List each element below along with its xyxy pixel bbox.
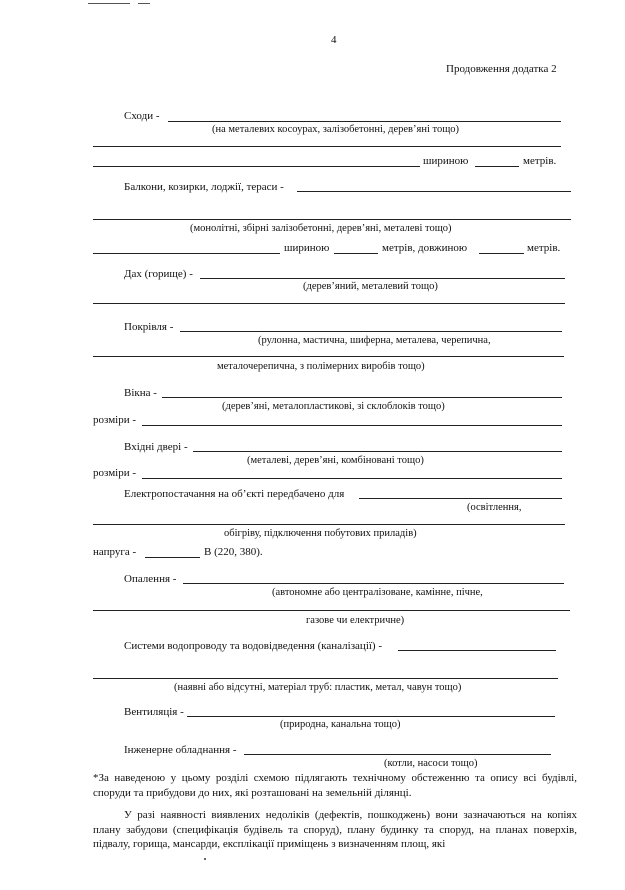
- water-field[interactable]: [398, 650, 556, 651]
- voltage-label: напруга -: [93, 546, 137, 558]
- balconies-field-3[interactable]: [93, 253, 280, 254]
- heating-label: Опалення -: [124, 573, 177, 585]
- doors-field[interactable]: [193, 451, 562, 452]
- stairs-hint: (на металевих косоурах, залізобетонні, дерев’яні тощо): [212, 124, 460, 135]
- roofing-label: Покрівля -: [124, 321, 174, 333]
- engineering-hint: (котли, насоси тощо): [384, 758, 478, 769]
- doors-size-label: розміри -: [93, 467, 137, 479]
- scan-mark: [138, 3, 150, 4]
- roof-label: Дах (горище) -: [124, 268, 193, 280]
- ventilation-hint: (природна, канальна тощо): [280, 719, 401, 730]
- stairs-width-label: шириною: [423, 155, 469, 167]
- page-header: Продовження додатка 2: [446, 63, 557, 75]
- windows-size-field[interactable]: [142, 425, 562, 426]
- electricity-hint-1: (освітлення,: [467, 502, 522, 513]
- balconies-width-unit: метрів, довжиною: [382, 242, 468, 254]
- windows-label: Вікна -: [124, 387, 157, 399]
- balconies-hint: (монолітні, збірні залізобетонні, дерев’яні, металеві тощо): [190, 223, 452, 234]
- engineering-field[interactable]: [244, 754, 551, 755]
- roof-field[interactable]: [200, 278, 565, 279]
- page-number: 4: [331, 34, 337, 46]
- doors-size-field[interactable]: [142, 478, 562, 479]
- voltage-field[interactable]: [145, 557, 200, 558]
- electricity-field[interactable]: [359, 498, 562, 499]
- roofing-field[interactable]: [180, 331, 562, 332]
- voltage-unit: В (220, 380).: [204, 546, 263, 558]
- water-hint: (наявні або відсутні, матеріал труб: пластик, метал, чавун тощо): [174, 682, 462, 693]
- balconies-label: Балкони, козирки, лоджії, тераси -: [124, 181, 284, 193]
- stairs-field[interactable]: [168, 121, 561, 122]
- balconies-length-field[interactable]: [479, 253, 524, 254]
- heating-field[interactable]: [183, 583, 564, 584]
- roofing-hint-1: (рулонна, мастична, шиферна, металева, черепична,: [258, 335, 491, 346]
- windows-field[interactable]: [162, 397, 562, 398]
- roofing-hint-2: металочерепична, з полімерних виробів тощо): [217, 361, 425, 372]
- ventilation-field[interactable]: [187, 716, 555, 717]
- stairs-field-3[interactable]: [93, 166, 420, 167]
- roofing-field-2[interactable]: [93, 356, 564, 357]
- windows-hint: (дерев’яні, металопластикові, зі склоблоків тощо): [222, 401, 445, 412]
- water-field-2[interactable]: [93, 678, 558, 679]
- engineering-label: Інженерне обладнання -: [124, 744, 237, 756]
- electricity-hint-2: обігріву, підключення побутових приладів): [224, 528, 417, 539]
- roof-field-2[interactable]: [93, 303, 565, 304]
- roof-hint: (дерев’яний, металевий тощо): [303, 281, 438, 292]
- balconies-field[interactable]: [297, 191, 571, 192]
- stairs-width-unit: метрів.: [523, 155, 557, 167]
- doors-hint: (металеві, дерев’яні, комбіновані тощо): [247, 455, 424, 466]
- water-label: Системи водопроводу та водовідведення (каналізації) -: [124, 640, 383, 652]
- electricity-field-2[interactable]: [93, 524, 565, 525]
- heating-field-2[interactable]: [93, 610, 570, 611]
- scan-mark: [88, 3, 130, 4]
- balconies-width-label: шириною: [284, 242, 330, 254]
- ventilation-label: Вентиляція -: [124, 706, 184, 718]
- electricity-label: Електропостачання на об’єкті передбачено для: [124, 488, 345, 500]
- balconies-field-2[interactable]: [93, 219, 571, 220]
- balconies-length-unit: метрів.: [527, 242, 561, 254]
- heating-hint-1: (автономне або централізоване, камінне, пічне,: [272, 587, 483, 598]
- stairs-width-field[interactable]: [475, 166, 519, 167]
- heating-hint-2: газове чи електричне): [306, 615, 405, 626]
- balconies-width-field[interactable]: [334, 253, 378, 254]
- footnote: *За наведеною у цьому розділі схемою підлягають технічному обстеженню та опису всі будівлі, споруди та прибудови до них, які розташовані на земельній ділянці.: [93, 772, 577, 799]
- scan-speck: [204, 858, 206, 860]
- stairs-label: Сходи -: [124, 110, 160, 122]
- stairs-field-2[interactable]: [93, 146, 561, 147]
- body-paragraph: У разі наявності виявлених недоліків (дефектів, пошкоджень) вони зазначаються на копіях плану забудови (специфікація будівель та споруд), плану будинку та споруд, на планах поверхів, підвалу, горища, мансарди, експлікації приміщень з визначенням площ, які: [93, 809, 577, 850]
- windows-size-label: розміри -: [93, 414, 137, 426]
- doors-label: Вхідні двері -: [124, 441, 188, 453]
